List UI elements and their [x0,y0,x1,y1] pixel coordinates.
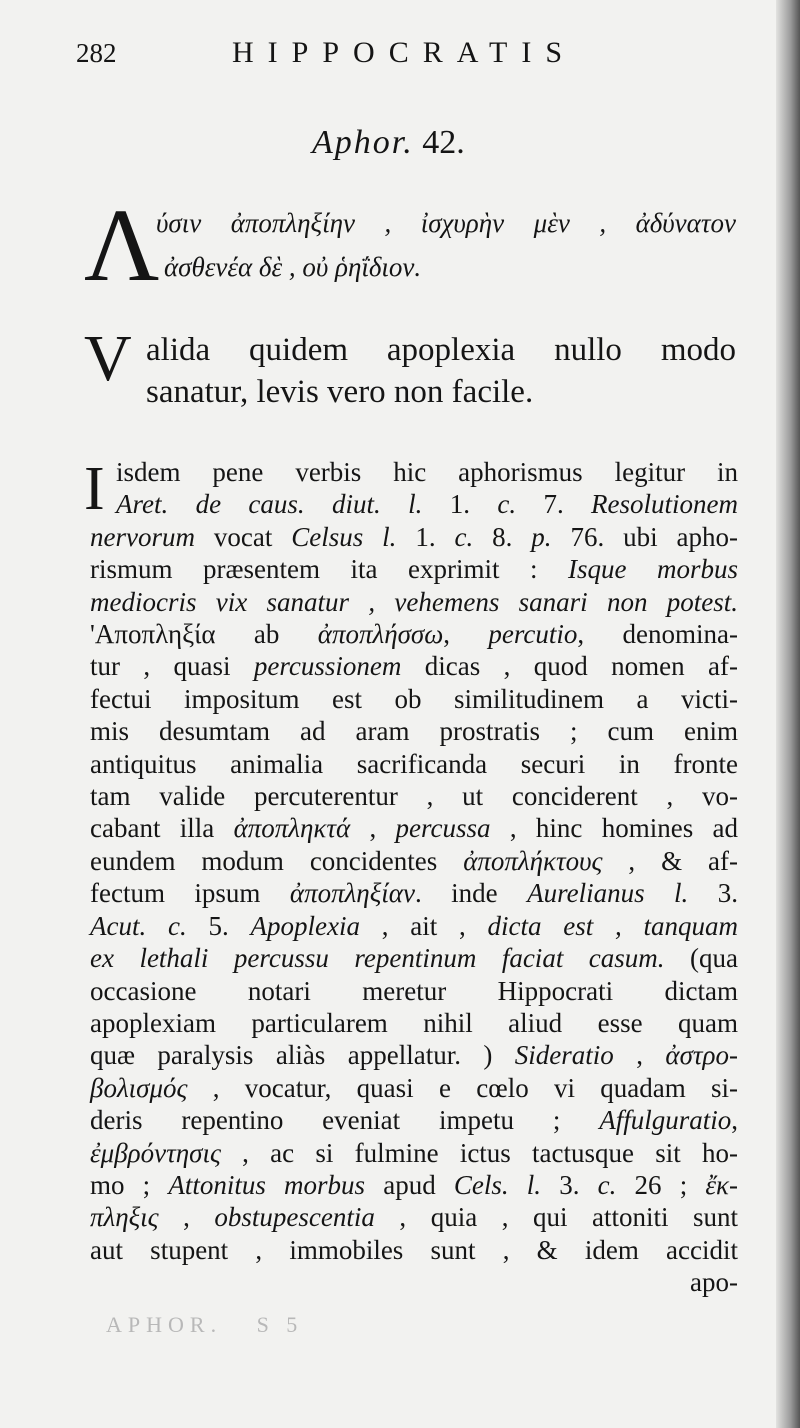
greek-drop-cap: Λ [84,188,160,303]
italic-segment: dicta est , tanquam [487,910,739,941]
commentary-line [90,1007,738,1039]
commentary-line [90,1169,738,1201]
text-segment: , [731,1105,738,1136]
text-segment: 3. [541,1169,598,1200]
commentary-line [90,1104,738,1136]
running-head: HIPPOCRATIS [232,36,577,69]
italic-segment: percutio [488,619,578,650]
text-segment: , vocatur, quasi e cœlo vi quadam si- [187,1072,738,1103]
text-segment: 76. ubi apho- [570,521,738,552]
commentary-line [90,975,738,1007]
text-segment: 1. [449,489,498,520]
text-segment: tur , quasi [90,651,254,682]
italic-segment: mediocris vix sanatur , vehemens sanari non potest. [90,586,738,617]
text-segment: 3. [688,878,738,909]
text-segment: , [443,619,489,650]
text-segment: fectui impositum est ob similitudinem a victi- [90,683,738,714]
italic-segment: Acut. c. [90,910,187,941]
italic-segment: ἀστρο- [665,1040,739,1071]
text-segment: cabant illa [90,813,234,844]
text-segment: apud [365,1169,454,1200]
text-segment: 1. [415,521,455,552]
commentary-line [90,812,738,844]
italic-segment: c. [454,521,493,552]
commentary-line [90,521,738,553]
commentary-line [90,1072,738,1104]
italic-segment: Isque morbus [568,554,739,585]
commentary-line [90,488,738,520]
commentary-line [90,715,738,747]
latin-drop-cap: V [84,322,132,395]
latin-line-1: alida quidem apoplexia nullo modo [146,332,736,368]
commentary-line [90,1137,738,1169]
latin-line-2: sanatur, levis vero non facile. [146,374,534,410]
catchword: apo- [690,1267,738,1298]
text-segment: , hinc homines ad [490,813,738,844]
italic-segment: percussa [395,813,491,844]
text-segment: , [158,1202,215,1233]
text-segment: tam valide percuterentur , ut conciderent , vo- [90,781,738,812]
text-segment: , [613,1040,666,1071]
text-segment: dicas , quod nomen af- [401,651,738,682]
page-edge-shadow [776,0,800,1428]
aphorism-label: Aphor. [312,124,414,161]
commentary-line [90,780,738,812]
text-segment: vocat [213,521,292,552]
italic-segment: πληξις [90,1202,159,1233]
text-segment: , quia , qui attoniti sunt [374,1202,738,1233]
text-segment: 8. [492,521,532,552]
commentary-line [90,1234,738,1266]
italic-segment: ἐμβρόντησις [90,1137,221,1168]
page-number: 282 [76,38,117,68]
italic-segment: Aret. de caus. diut. l. [116,489,450,520]
text-segment: fectum ipsum [90,878,290,909]
text-segment: quæ paralysis aliàs appellatur. ) [90,1040,515,1071]
italic-segment: nervorum [90,521,214,552]
commentary-line [90,942,738,974]
commentary-line [90,910,738,942]
commentary-line [90,456,738,488]
text-segment: ab [253,619,318,650]
italic-segment: Apoplexia [250,910,360,941]
text-segment: (qua [664,943,738,974]
text-segment: , ac si fulmine ictus tactusque sit ho- [220,1137,738,1168]
italic-segment: Aurelianus l. [527,878,689,909]
text-segment: 26 ; [616,1169,706,1200]
italic-segment: Attonitus morbus [168,1169,366,1200]
commentary-line [90,1039,738,1071]
commentary-body [90,456,738,1299]
text-segment: 7. [543,489,592,520]
italic-segment: Resolutionem [591,489,739,520]
italic-segment: ἀποπληκτά [233,813,351,844]
italic-segment: ἀποπλήσσω [317,619,444,650]
commentary-line [90,650,738,682]
aphorism-number: 42. [422,124,465,161]
text-segment: . inde [414,878,528,909]
text-segment: , [350,813,396,844]
text-segment: eundem modum concidentes [90,845,464,876]
italic-segment: ἔκ- [705,1169,738,1200]
text-segment: , & af- [602,845,738,876]
text-segment: mis desumtam ad aram prostratis ; cum enim [90,716,738,747]
text-segment: 'Αποπληξία [90,619,254,650]
italic-segment: βολισμός [90,1072,188,1103]
italic-segment: Celsus l. [291,521,416,552]
commentary-line [90,748,738,780]
italic-segment: c. [597,1169,617,1200]
commentary-line [90,877,738,909]
italic-segment: ἀποπληξίαν [289,878,415,909]
greek-line-2: ἀσθενέα δὲ , οὐ ῥηΐδιον. [164,252,422,282]
commentary-line [90,683,738,715]
text-segment: apoplexiam particularem nihil aliud esse quam [90,1007,738,1038]
commentary-line [90,618,738,650]
show-through-text: APHOR. S 5 [106,1312,304,1337]
italic-segment: Sideratio [514,1040,614,1071]
text-segment: 5. [186,910,251,941]
aphorism-heading [312,124,465,162]
text-segment: occasione notari meretur Hippocrati dictam [90,975,738,1006]
italic-segment: p. [531,521,571,552]
text-segment: mo ; [90,1169,169,1200]
italic-segment: Cels. l. [453,1169,542,1200]
italic-segment: ex lethali percussu repentinum faciat casum. [90,943,665,974]
text-segment: , ait , [359,910,488,941]
commentary-line [90,1201,738,1233]
italic-segment: c. [497,489,544,520]
italic-segment: obstupescentia [214,1202,375,1233]
text-segment: rismum præsentem ita exprimit : [90,554,568,585]
commentary-line [90,586,738,618]
greek-line-1: ύσιν ἀποπληξίην , ἰσχυρὴν μὲν , ἀδύνατον [156,208,736,238]
text-segment: , denomina- [577,619,738,650]
text-segment: antiquitus animalia sacrificanda securi in fronte [90,748,738,779]
commentary-line [90,845,738,877]
italic-segment: percussionem [253,651,402,682]
italic-segment: Affulguratio [599,1105,732,1136]
commentary-line [90,553,738,585]
text-segment: aut stupent , immobiles sunt , & idem accidit [90,1234,738,1265]
italic-segment: ἀποπλήκτους [463,845,603,876]
text-segment: isdem pene verbis hic aphorismus legitur in [116,457,738,487]
text-segment: deris repentino eveniat impetu ; [90,1105,600,1136]
commentary-drop-cap: I [84,455,105,523]
